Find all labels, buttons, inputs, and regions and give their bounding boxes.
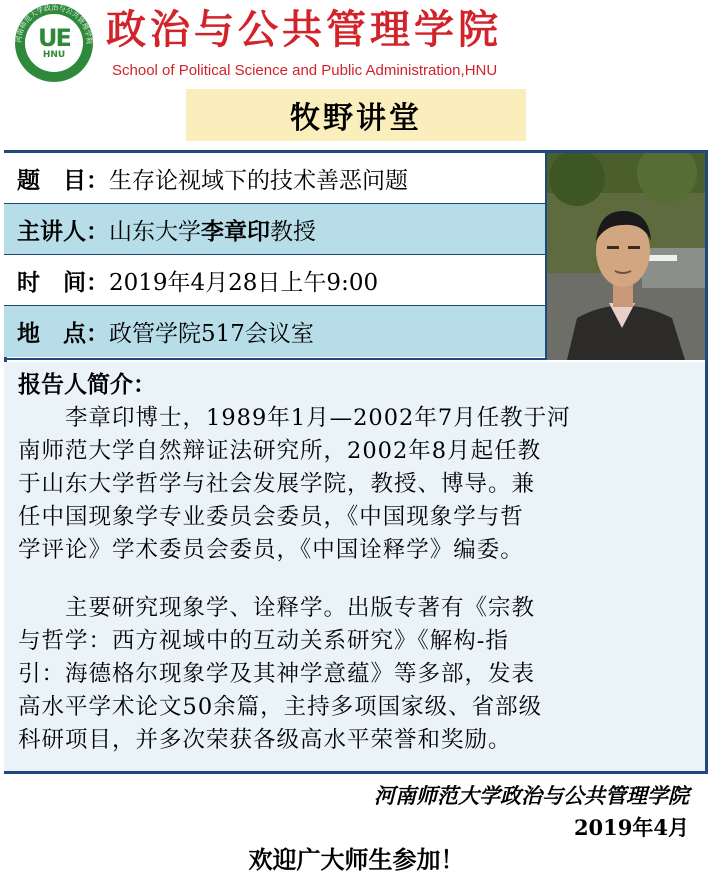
bio-paragraph-1 xyxy=(18,402,571,567)
speaker-photo-image xyxy=(547,153,705,360)
time-value: 2019年4月28日上午9:00 xyxy=(109,270,379,296)
topic-row xyxy=(4,153,545,204)
bio-line: 于山东大学哲学与社会发展学院，教授、博导。兼 xyxy=(18,471,536,497)
logo-abbr: HNU xyxy=(42,50,66,60)
speaker-bio-section xyxy=(4,362,705,771)
bio-line: 与哲学：西方视域中的互动关系研究》《解构-指 xyxy=(18,628,509,654)
bio-line: 南师范大学自然辩证法研究所，2002年8月起任教 xyxy=(18,438,542,464)
college-title-cn: 政治与公共管理学院 xyxy=(106,7,502,53)
lecture-series-banner: 牧野讲堂 xyxy=(186,89,526,141)
bio-paragraph-2 xyxy=(18,592,542,757)
place-value: 政管学院517会议室 xyxy=(109,321,314,347)
place-label: 地 点： xyxy=(17,320,109,347)
bio-line: 高水平学术论文50余篇，主持多项国家级、省部级 xyxy=(18,694,543,720)
speaker-institution: 山东大学 xyxy=(109,219,201,245)
bio-line: 学评论》学术委员会委员，《中国诠释学》编委。 xyxy=(18,537,524,563)
speaker-name: 李章印 xyxy=(201,218,270,245)
topic-label: 题 目： xyxy=(17,167,109,194)
svg-text:河南师范大学政治与公共管理学院: 河南师范大学政治与公共管理学院 xyxy=(15,4,93,45)
college-logo xyxy=(15,4,93,82)
bio-line: 科研项目，并多次荣获各级高水平荣誉和奖励。 xyxy=(18,727,512,753)
speaker-photo xyxy=(547,153,705,360)
topic-value: 生存论视域下的技术善恶问题 xyxy=(109,168,408,194)
welcome-message: 欢迎广大师生参加！ xyxy=(248,845,465,874)
bio-line: 李章印博士，1989年1月—2002年7月任教于河 xyxy=(18,405,571,431)
place-row xyxy=(4,306,545,357)
speaker-title: 教授 xyxy=(270,219,316,245)
header xyxy=(0,0,713,88)
logo-mark: UE xyxy=(38,24,70,52)
bio-line: 任中国现象学专业委员会委员，《中国现象学与哲 xyxy=(18,504,524,530)
bio-line: 主要研究现象学、诠释学。出版专著有《宗教 xyxy=(18,595,536,621)
speaker-label: 主讲人： xyxy=(17,218,109,245)
speaker-row xyxy=(4,204,545,255)
time-row xyxy=(4,255,545,306)
organizer: 河南师范大学政治与公共管理学院 xyxy=(374,783,689,808)
bio-line: 引：海德格尔现象学及其神学意蕴》等多部，发表 xyxy=(18,661,536,687)
bio-heading: 报告人简介： xyxy=(18,371,156,398)
logo-inner xyxy=(25,14,83,72)
time-label: 时 间： xyxy=(17,269,109,296)
college-title-en: School of Political Science and Public Administration,HNU xyxy=(112,62,498,79)
notice-date: 2019年4月 xyxy=(573,815,689,840)
